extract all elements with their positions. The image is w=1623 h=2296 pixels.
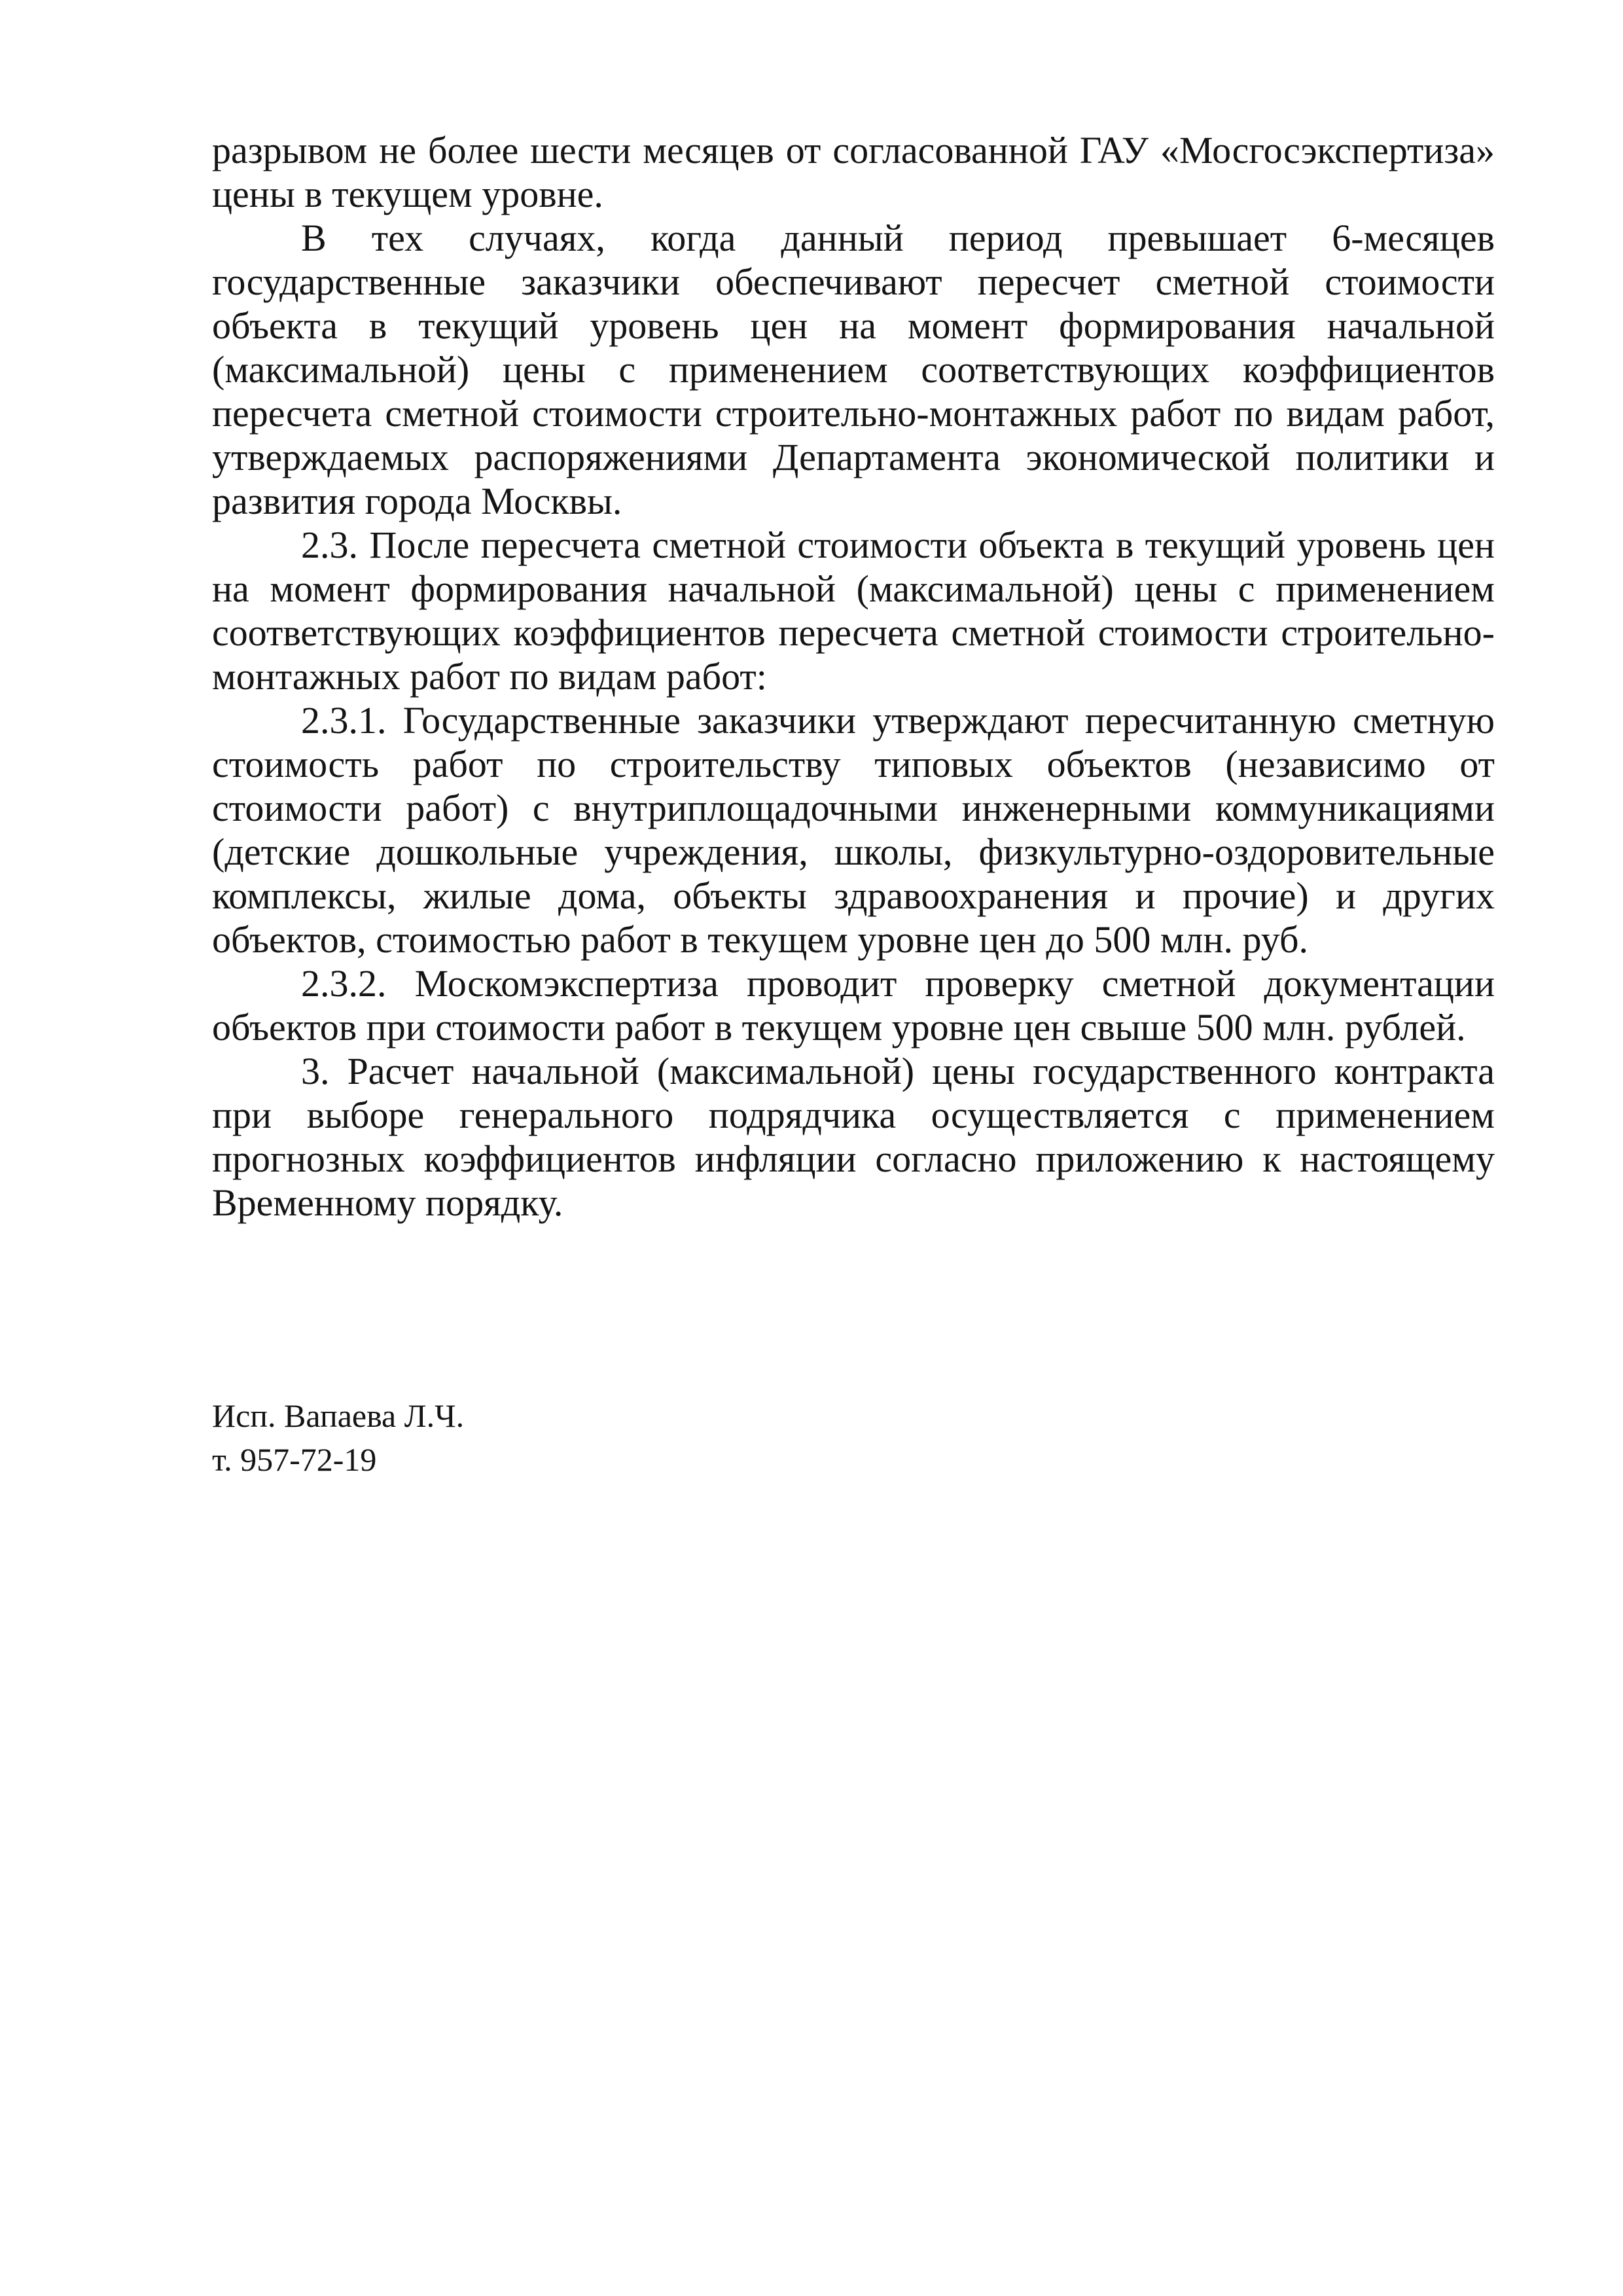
document-body <box>212 128 1495 1225</box>
paragraph-3: 3. Расчет начальной (максимальной) цены государственного контракта при выборе генерального подрядчика осуществляется с применением прогнозных коэффициентов инфляции согласно приложению к настоящему Временному порядку. <box>212 1050 1495 1224</box>
executor-name: Исп. Вапаева Л.Ч. <box>212 1397 465 1434</box>
paragraph-recalculation: В тех случаях, когда данный период превышает 6-месяцев государственные заказчики обеспечивают пересчет сметной стоимости объекта в текущий уровень цен на момент формирования начальной (максимальной) цены с применением соответствующих коэффициентов пересчета сметной стоимости строительно-монтажных работ по видам работ, утверждаемых распоряжениями Департамента экономической политики и развития города Москвы. <box>212 217 1495 522</box>
executor-block <box>212 1394 464 1482</box>
executor-phone: т. 957-72-19 <box>212 1441 377 1478</box>
paragraph-2-3: 2.3. После пересчета сметной стоимости объекта в текущий уровень цен на момент формирования начальной (максимальной) цены с применением соответствующих коэффициентов пересчета сметной стоимости строительно-монтажных работ по видам работ: <box>212 524 1495 698</box>
paragraph-2-3-2: 2.3.2. Москомэкспертиза проводит проверку сметной документации объектов при стоимости работ в текущем уровне цен свыше 500 млн. рублей. <box>212 962 1495 1049</box>
paragraph-2-3-1: 2.3.1. Государственные заказчики утверждают пересчитанную сметную стоимость работ по строительству типовых объектов (независимо от стоимости работ) с внутриплощадочными инженерными коммуникациями (детские дошкольные учреждения, школы, физкультурно-оздоровительные комплексы, жилые дома, объекты здравоохранения и прочие) и других объектов, стоимостью работ в текущем уровне цен до 500 млн. руб. <box>212 699 1495 961</box>
paragraph-continuation: разрывом не более шести месяцев от согласованной ГАУ «Мосгосэкспертиза» цены в текущем уровне. <box>212 129 1495 215</box>
